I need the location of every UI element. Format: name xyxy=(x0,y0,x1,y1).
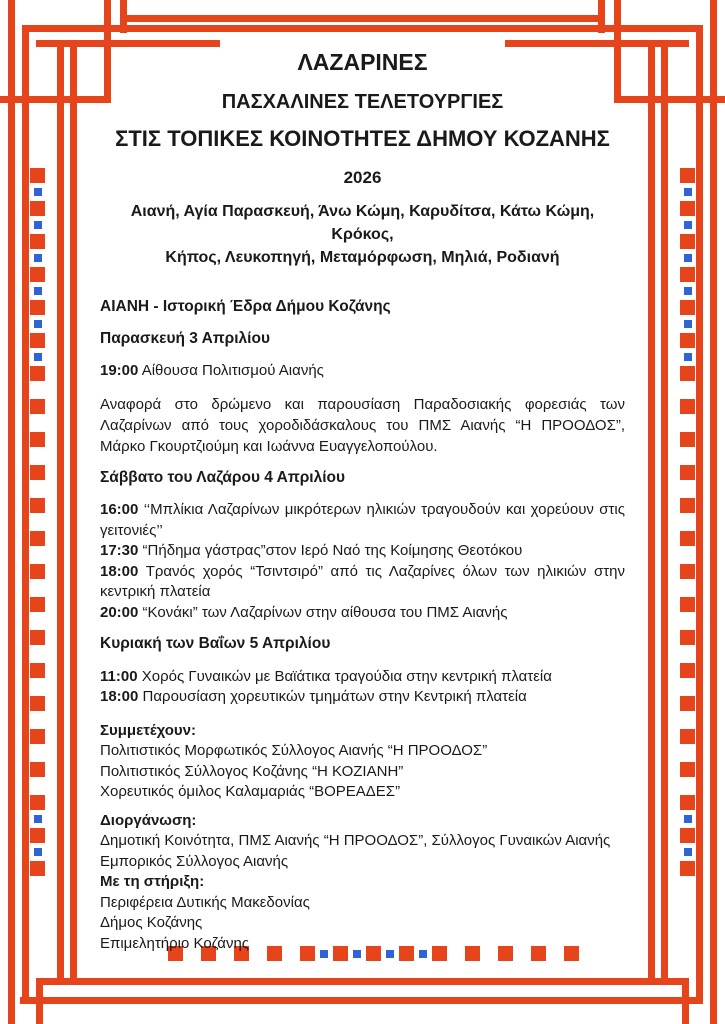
event-text: Τρανός χορός “Τσιντσιρό” από τις Λαζαρίνες όλων των ηλικιών στην κεντρική πλατεία xyxy=(100,562,625,600)
orange-square xyxy=(680,201,695,216)
blue-square xyxy=(34,353,42,361)
orange-square xyxy=(30,168,45,183)
event-time: 17:30 xyxy=(100,542,139,559)
orange-square xyxy=(30,630,45,645)
frame-line-left-mid1 xyxy=(57,40,64,985)
event-row xyxy=(100,541,625,562)
orange-square xyxy=(30,432,45,447)
participant-item: Πολιτιστικός Μορφωτικός Σύλλογος Αιανής “Η ΠΡΟΟΔΟΣ” xyxy=(100,742,488,759)
orange-square xyxy=(30,696,45,711)
orange-square xyxy=(680,663,695,678)
communities-line-2: Κήπος, Λευκοπηγή, Μεταμόρφωση, Μηλιά, Ροδιανή xyxy=(165,249,560,266)
frame-line-right-outer xyxy=(710,0,717,1024)
orange-square xyxy=(30,234,45,249)
support-item: Δήμος Κοζάνης xyxy=(100,914,203,931)
frame-stub-right-horizontal xyxy=(614,96,725,103)
orange-square xyxy=(680,795,695,810)
orange-square xyxy=(680,399,695,414)
event-row xyxy=(100,361,625,382)
event-row xyxy=(100,500,625,541)
day-title-friday: Παρασκευή 3 Απριλίου xyxy=(100,329,270,347)
blue-square xyxy=(684,848,692,856)
orange-square xyxy=(680,366,695,381)
event-row xyxy=(100,603,625,624)
orange-square xyxy=(680,168,695,183)
support-item: Περιφέρεια Δυτικής Μακεδονίας xyxy=(100,893,310,911)
event-time: 19:00 xyxy=(100,362,139,379)
orange-square xyxy=(680,729,695,744)
participants-heading: Συμμετέχουν: xyxy=(100,721,196,739)
year-label: 2026 xyxy=(343,168,382,187)
orange-square xyxy=(680,432,695,447)
blue-square xyxy=(34,188,42,196)
orange-square xyxy=(30,333,45,348)
event-text: ‘‘Μπλίκια Λαζαρίνων μικρότερων ηλικιών τραγουδούν και χορεύουν στις γειτονιές’’ xyxy=(100,501,625,539)
orange-square xyxy=(30,531,45,546)
events-saturday xyxy=(100,500,625,623)
blue-square xyxy=(684,287,692,295)
event-time: 18:00 xyxy=(100,562,139,580)
event-time: 18:00 xyxy=(100,688,139,705)
frame-line-left-mid2 xyxy=(70,40,77,985)
communities-line-1: Αιανή, Αγία Παρασκευή, Άνω Κώμη, Καρυδίτσα, Κάτω Κώμη, Κρόκος, xyxy=(130,203,595,243)
day-title-sunday: Κυριακή των Βαΐων 5 Απριλίου xyxy=(100,635,331,652)
blue-square xyxy=(684,353,692,361)
orange-square xyxy=(30,564,45,579)
orange-square xyxy=(680,828,695,843)
day-title-saturday: Σάββατο του Λαζάρου 4 Απριλίου xyxy=(100,468,346,486)
event-text: Παρουσίαση χορευτικών τμημάτων στην Κεντρική πλατεία xyxy=(142,688,527,705)
orange-square xyxy=(30,366,45,381)
support-heading: Με τη στήριξη: xyxy=(100,873,205,890)
page-subtitle: ΠΑΣΧΑΛΙΝΕΣ ΤΕΛΕΤΟΥΡΓΙΕΣ xyxy=(221,91,504,113)
organizer-item: Δημοτική Κοινότητα, ΠΜΣ Αιανής “Η ΠΡΟΟΔΟΣ”, Σύλλογος Γυναικών Αιανής xyxy=(100,832,611,849)
event-text: “Πήδημα γάστρας”στον Ιερό Ναό της Κοίμησης Θεοτόκου xyxy=(142,542,523,559)
orange-square xyxy=(680,762,695,777)
event-time: 20:00 xyxy=(100,603,139,621)
friday-description: Αναφορά στο δρώμενο και παρουσίαση Παραδοσιακής φορεσιάς των Λαζαρίνων από τους χοροδιδάσκαλους του ΠΜΣ Αιανής “Η ΠΡΟΟΔΟΣ”, Μάρκο Γκουρτζιούμη και Ιωάννα Ευαγγελοπούλου. xyxy=(100,395,625,455)
event-text: “Κονάκι” των Λαζαρίνων στην αίθουσα του ΠΜΣ Αιανής xyxy=(142,603,508,621)
event-row xyxy=(100,667,625,688)
frame-stub-left-horizontal xyxy=(0,96,111,103)
blue-square xyxy=(684,188,692,196)
frame-line-left-outer xyxy=(8,0,15,1024)
event-time: 16:00 xyxy=(100,501,139,518)
blue-square xyxy=(34,848,42,856)
page-subtitle-2: ΣΤΙΣ ΤΟΠΙΚΕΣ ΚΟΙΝΟΤΗΤΕΣ ΔΗΜΟΥ ΚΟΖΑΝΗΣ xyxy=(115,126,610,151)
support-item: Επιμελητήριο Κοζάνης xyxy=(100,934,250,952)
frame-stub-bottom-left xyxy=(36,978,43,1024)
orange-square xyxy=(30,828,45,843)
event-row xyxy=(100,687,625,708)
participants-block xyxy=(100,721,625,803)
orange-square xyxy=(680,696,695,711)
orange-square xyxy=(680,531,695,546)
organizer-item: Εμπορικός Σύλλογος Αιανής xyxy=(100,852,289,870)
orange-square xyxy=(30,597,45,612)
location-heading: ΑΙΑΝΗ - Ιστορική Έδρα Δήμου Κοζάνης xyxy=(100,298,391,315)
page-title: ΛΑΖΑΡΙΝΕΣ xyxy=(297,49,428,75)
blue-square xyxy=(684,254,692,262)
orange-square xyxy=(30,663,45,678)
blue-square xyxy=(34,320,42,328)
orange-square xyxy=(680,465,695,480)
orange-square xyxy=(680,300,695,315)
event-text: Αίθουσα Πολιτισμού Αιανής xyxy=(141,362,324,379)
frame-line-right-inner xyxy=(696,25,703,1004)
participant-item: Πολιτιστικός Σύλλογος Κοζάνης “Η ΚΟΖΙΑΝΗ” xyxy=(100,762,404,780)
event-time: 11:00 xyxy=(100,667,138,685)
events-sunday xyxy=(100,667,625,708)
orange-square xyxy=(680,861,695,876)
communities-list xyxy=(100,200,625,269)
blue-square xyxy=(34,287,42,295)
orange-square xyxy=(30,300,45,315)
orange-square xyxy=(30,498,45,513)
frame-line-right-mid2 xyxy=(648,40,655,985)
participant-item: Χορευτικός όμιλος Καλαμαριάς “ΒΟΡΕΑΔΕΣ” xyxy=(100,783,401,800)
orange-square xyxy=(680,267,695,282)
orange-square xyxy=(30,795,45,810)
orange-square xyxy=(30,861,45,876)
blue-square xyxy=(34,815,42,823)
orange-square xyxy=(680,630,695,645)
frame-line-bottom-outer xyxy=(20,997,703,1004)
orange-square xyxy=(680,498,695,513)
orange-square xyxy=(30,267,45,282)
orange-square xyxy=(680,333,695,348)
orange-square xyxy=(30,201,45,216)
orange-square xyxy=(680,234,695,249)
frame-stub-bottom-right xyxy=(682,978,689,1024)
blue-square xyxy=(34,221,42,229)
orange-square xyxy=(30,729,45,744)
poster-content xyxy=(100,0,625,954)
orange-square xyxy=(680,564,695,579)
orange-square xyxy=(30,762,45,777)
organizers-heading: Διοργάνωση: xyxy=(100,811,197,829)
organizers-block xyxy=(100,811,625,955)
frame-line-bottom-inner xyxy=(36,978,689,985)
events-friday xyxy=(100,361,625,382)
frame-line-left-inner xyxy=(22,25,29,1004)
orange-square xyxy=(30,399,45,414)
event-row xyxy=(100,562,625,603)
event-text: Χορός Γυναικών με Βαϊάτικα τραγούδια στην κεντρική πλατεία xyxy=(141,667,552,685)
blue-square xyxy=(684,815,692,823)
frame-line-right-mid1 xyxy=(661,40,668,985)
orange-square xyxy=(30,465,45,480)
blue-square xyxy=(684,221,692,229)
orange-square xyxy=(680,597,695,612)
blue-square xyxy=(684,320,692,328)
blue-square xyxy=(34,254,42,262)
